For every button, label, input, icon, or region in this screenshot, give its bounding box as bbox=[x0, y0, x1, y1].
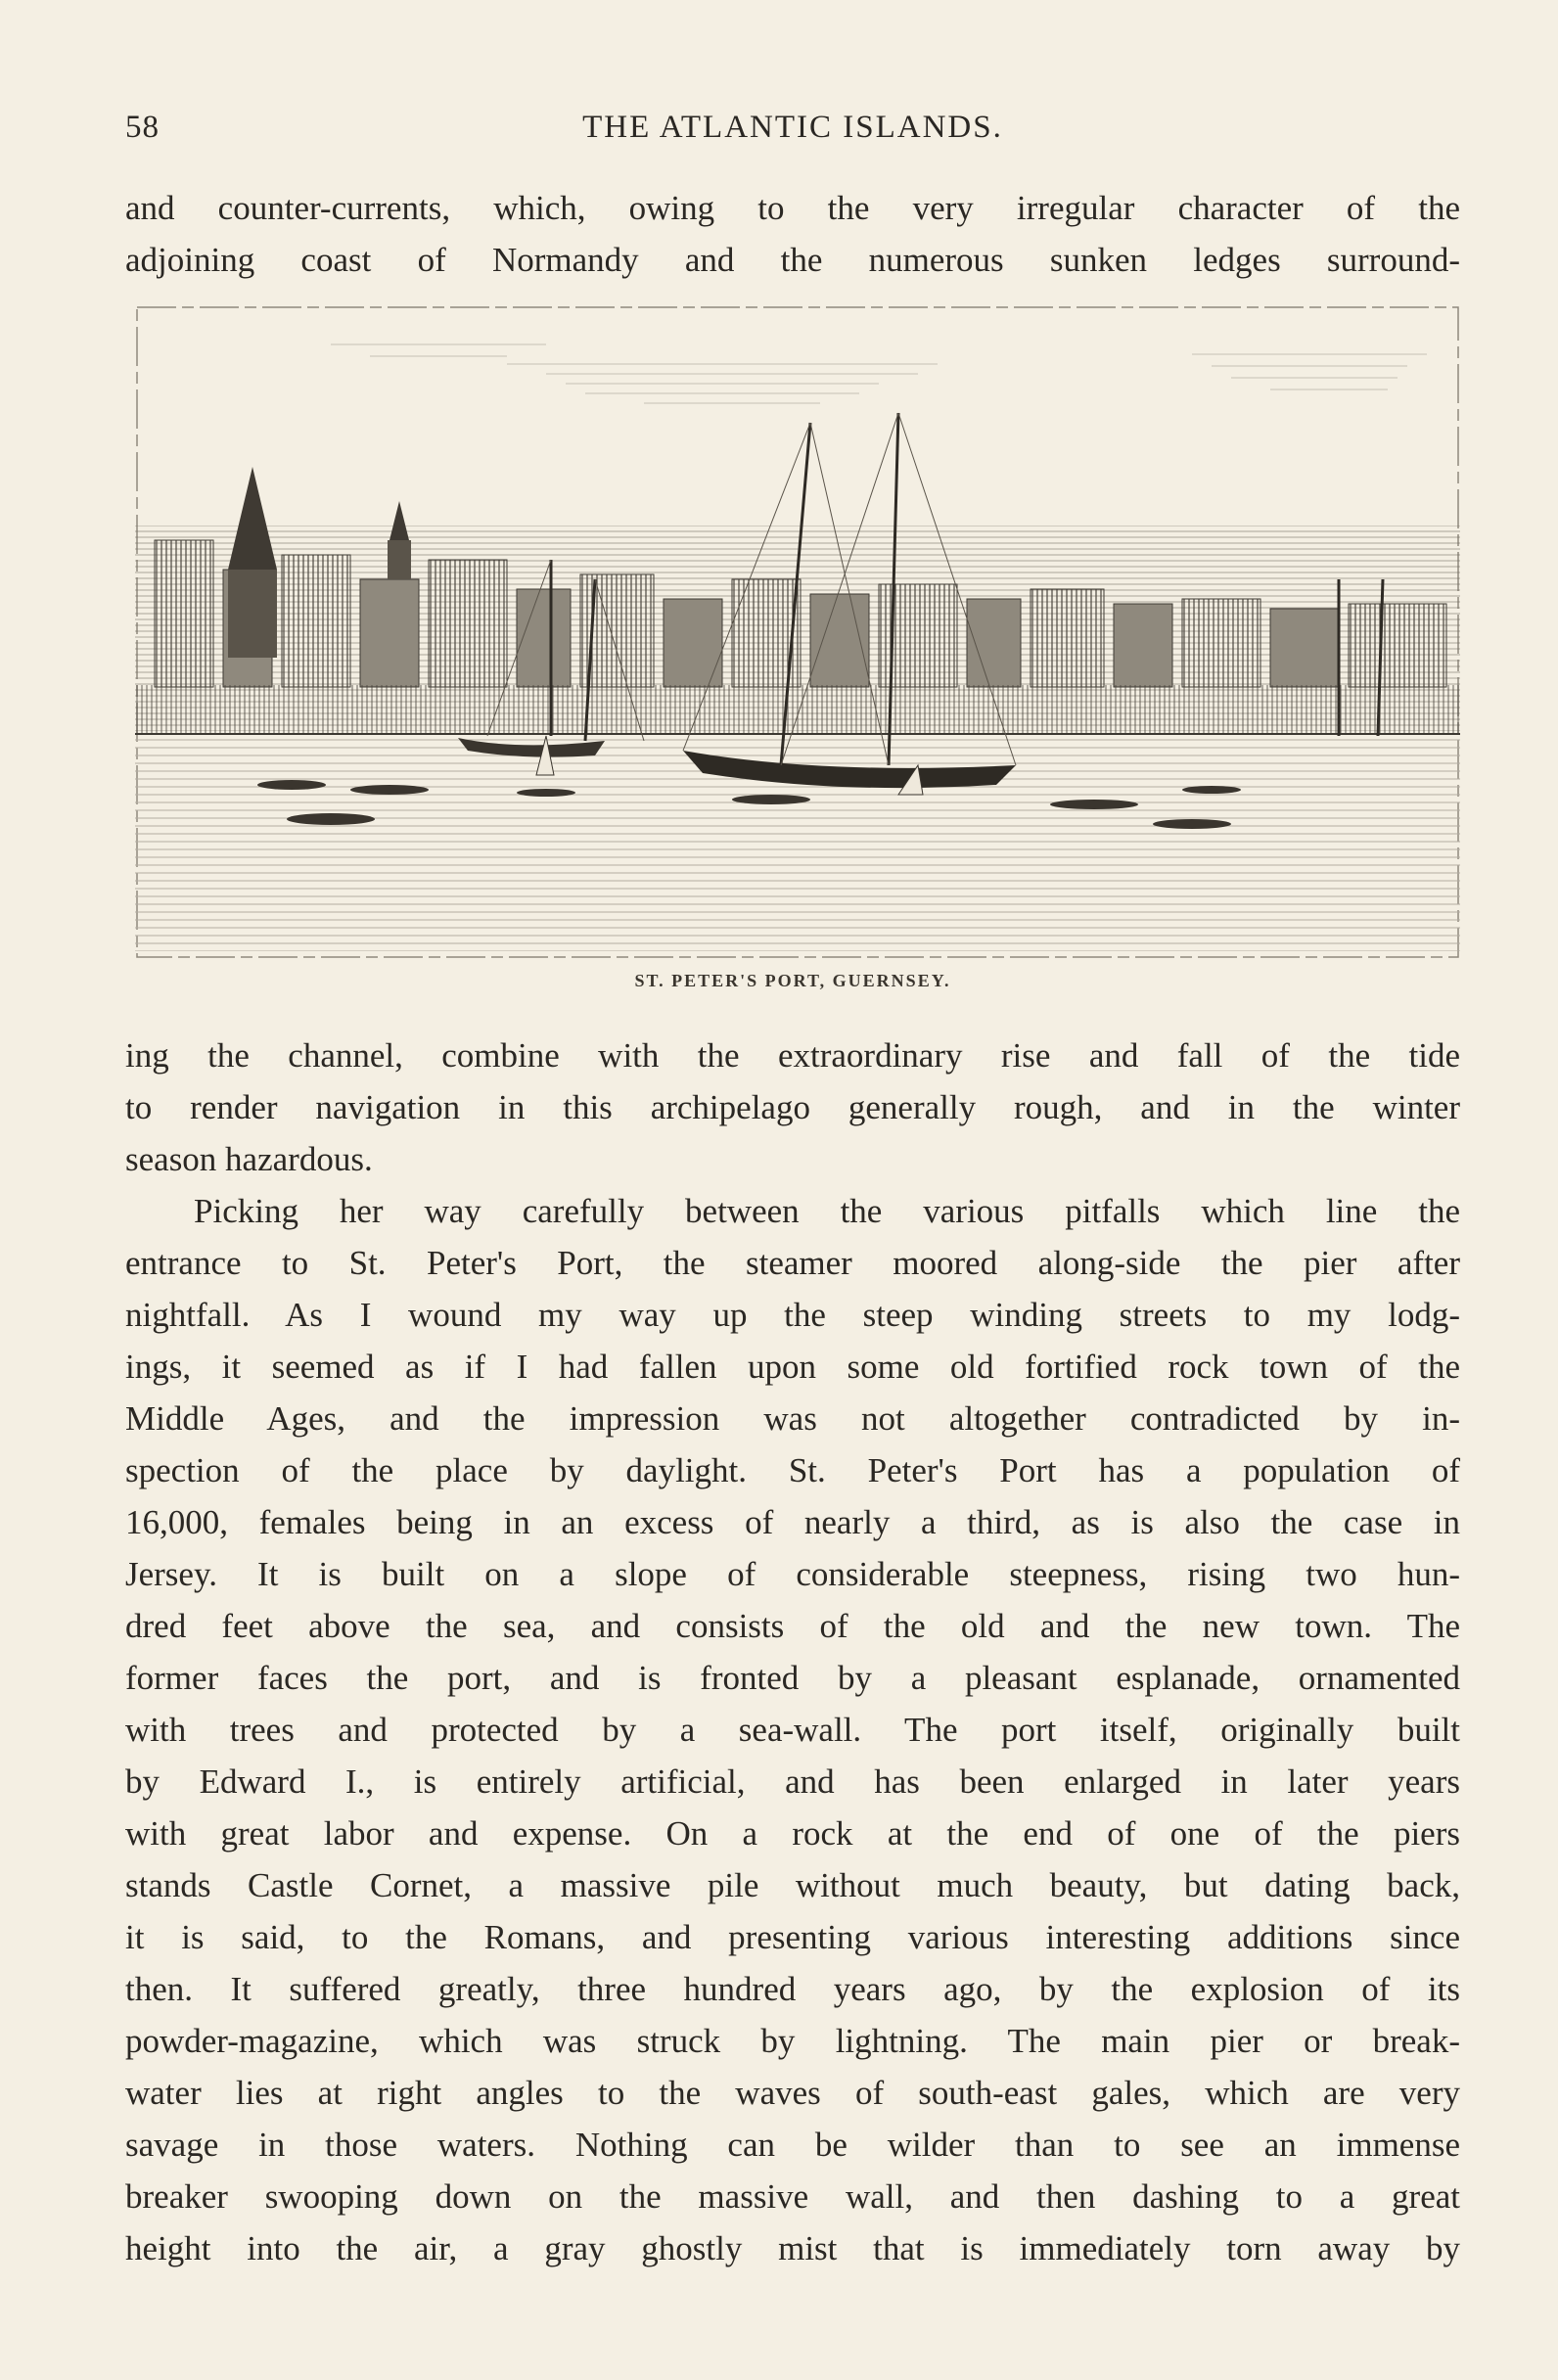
text-line: entrance to St. Peter's Port, the steamer moored along-side the pier after bbox=[125, 1244, 1460, 1282]
text-line: former faces the port, and is fronted by a pleasant esplanade, ornamented bbox=[125, 1659, 1460, 1697]
text-line: ing the channel, combine with the extraordinary rise and fall of the tide bbox=[125, 1036, 1460, 1075]
text-line: water lies at right angles to the waves of south-east gales, which are very bbox=[125, 2074, 1460, 2112]
text-line: stands Castle Cornet, a massive pile without much beauty, but dating back, bbox=[125, 1866, 1460, 1904]
text-line: it is said, to the Romans, and presenting various interesting additions since bbox=[125, 1918, 1460, 1956]
paragraph-2 bbox=[125, 1185, 1460, 2274]
engraving-st-peters-port bbox=[135, 305, 1460, 959]
text-line: with trees and protected by a sea-wall. The port itself, originally built bbox=[125, 1711, 1460, 1749]
text-line: height into the air, a gray ghostly mist that is immediately torn away by bbox=[125, 2229, 1460, 2267]
text-line: with great labor and expense. On a rock at the end of one of the piers bbox=[125, 1814, 1460, 1853]
text-line: Jersey. It is built on a slope of considerable steepness, rising two hun- bbox=[125, 1555, 1460, 1593]
text-line: then. It suffered greatly, three hundred years ago, by the explosion of its bbox=[125, 1970, 1460, 2008]
text-line: Middle Ages, and the impression was not altogether contradicted by in- bbox=[125, 1399, 1460, 1438]
paragraph-1 bbox=[125, 1030, 1460, 1185]
text-line: adjoining coast of Normandy and the numerous sunken ledges surround- bbox=[125, 241, 1460, 279]
page-header bbox=[125, 110, 1460, 159]
text-line: 16,000, females being in an excess of nearly a third, as is also the case in bbox=[125, 1503, 1460, 1541]
text-line: by Edward I., is entirely artificial, and has been enlarged in later years bbox=[125, 1762, 1460, 1801]
text-line: powder-magazine, which was struck by lightning. The main pier or break- bbox=[125, 2022, 1460, 2060]
text-line: ings, it seemed as if I had fallen upon some old fortified rock town of the bbox=[125, 1348, 1460, 1386]
text-line: to render navigation in this archipelago generally rough, and in the winter bbox=[125, 1088, 1460, 1126]
text-line: spection of the place by daylight. St. Peter's Port has a population of bbox=[125, 1451, 1460, 1489]
page-number: 58 bbox=[125, 110, 160, 145]
text-line: nightfall. As I wound my way up the steep winding streets to my lodg- bbox=[125, 1296, 1460, 1334]
text-line: Picking her way carefully between the various pitfalls which line the bbox=[194, 1192, 1460, 1230]
text-line: dred feet above the sea, and consists of the old and the new town. The bbox=[125, 1607, 1460, 1645]
text-line: and counter-currents, which, owing to the very irregular character of the bbox=[125, 189, 1460, 227]
text-line: season hazardous. bbox=[125, 1140, 373, 1178]
text-line: breaker swooping down on the massive wall, and then dashing to a great bbox=[125, 2177, 1460, 2216]
top-paragraph bbox=[125, 182, 1460, 286]
text-line: savage in those waters. Nothing can be wilder than to see an immense bbox=[125, 2126, 1460, 2164]
running-title: THE ATLANTIC ISLANDS. bbox=[582, 110, 1003, 145]
figure-caption: ST. PETER'S PORT, GUERNSEY. bbox=[634, 971, 951, 990]
